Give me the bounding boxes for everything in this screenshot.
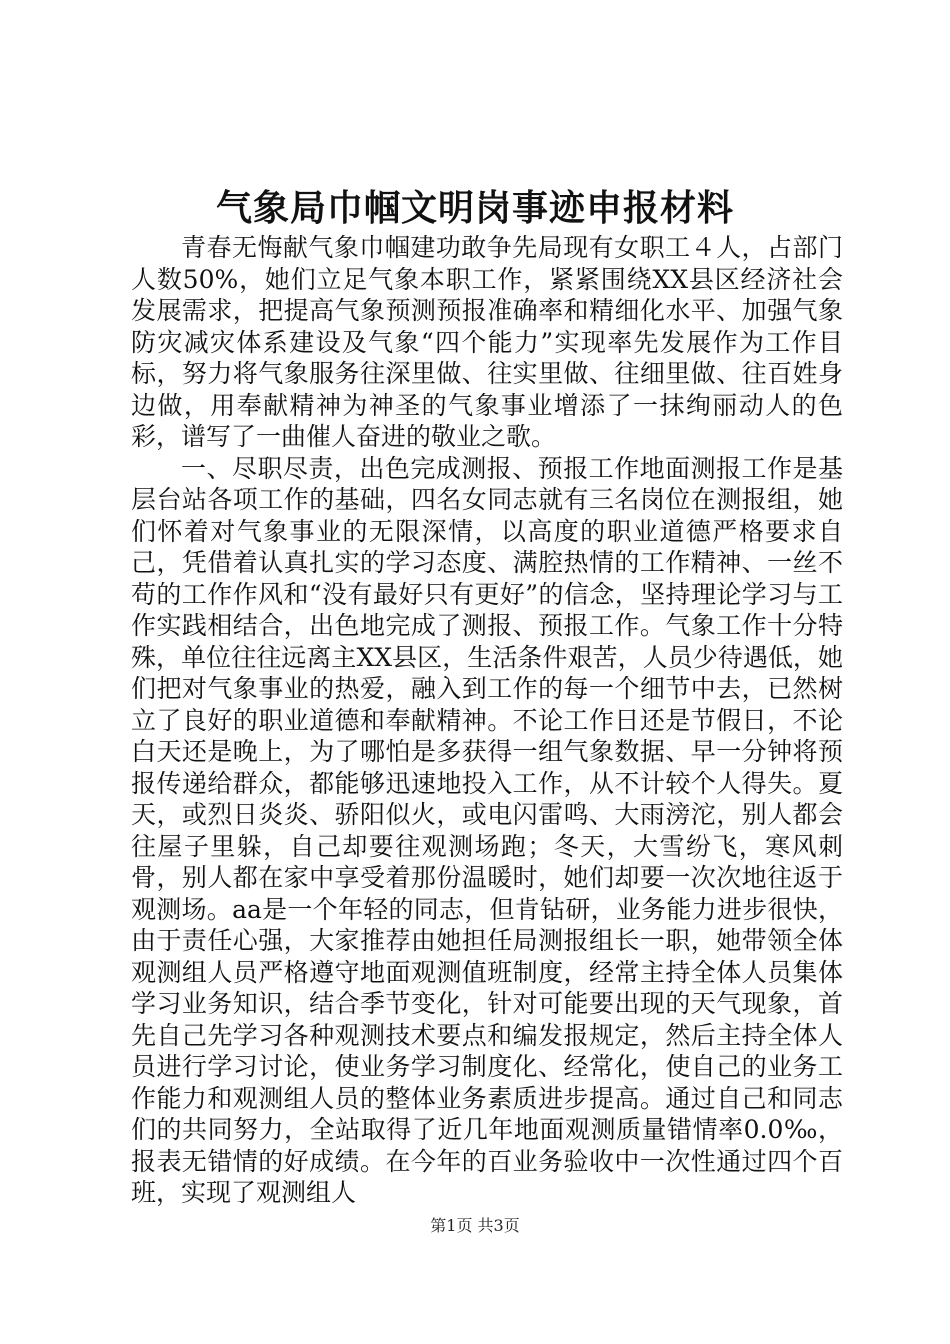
page-footer: 第1页 共3页 bbox=[430, 1216, 520, 1235]
document-body bbox=[131, 232, 843, 1209]
paragraph-section-one: 一、尽职尽责，出色完成测报、预报工作地面测报工作是基层台站各项工作的基础，四名女同志就有三名岗位在测报组，她们怀着对气象事业的无限深情，以高度的职业道德严格要求自己，凭借着认真扎实的学习态度、满腔热情的工作精神、一丝不苟的工作作风和“没有最好只有更好”的信念，坚持理论学习与工作实践相结合，出色地完成了测报、预报工作。气象工作十分特殊，单位往往远离主XX县区，生活条件艰苦，人员少待遇低，她们把对气象事业的热爱，融入到工作的每一个细节中去，已然树立了良好的职业道德和奉献精神。不论工作日还是节假日，不论白天还是晚上，为了哪怕是多获得一组气象数据、早一分钟将预报传递给群众，都能够迅速地投入工作，从不计较个人得失。夏天，或烈日炎炎、骄阳似火，或电闪雷鸣、大雨滂沱，别人都会往屋子里躲，自己却要往观测场跑；冬天，大雪纷飞，寒风刺骨，别人都在家中享受着那份温暖时，她们却要一次次地往返于观测场。aa是一个年轻的同志，但肯钻研，业务能力进步很快，由于责任心强，大家推荐由她担任局测报组长一职，她带领全体观测组人员严格遵守地面观测值班制度，经常主持全体人员集体学习业务知识，结合季节变化，针对可能要出现的天气现象，首先自己先学习各种观测技术要点和编发报规定，然后主持全体人员进行学习讨论，使业务学习制度化、经常化，使自己的业务工作能力和观测组人员的整体业务素质进步提高。通过自己和同志们的共同努力，全站取得了近几年地面观测质量错情率0.0‰，报表无错情的好成绩。在今年的百业务验收中一次性通过四个百班，实现了观测组人 bbox=[131, 453, 843, 1207]
paragraph-intro: 青春无悔献气象巾帼建功敢争先局现有女职工４人，占部门人数50%，她们立足气象本职工作，紧紧围绕XX县区经济社会发展需求，把提高气象预测预报准确率和精细化水平、加强气象防灾减灾体系建设及气象“四个能力”实现率先发展作为工作目标，努力将气象服务往深里做、往实里做、往细里做、往百姓身边做，用奉献精神为神圣的气象事业增添了一抹绚丽动人的色彩，谱写了一曲催人奋进的敬业之歌。 bbox=[131, 233, 843, 451]
document-title: 气象局巾帼文明岗事迹申报材料 bbox=[215, 187, 734, 229]
